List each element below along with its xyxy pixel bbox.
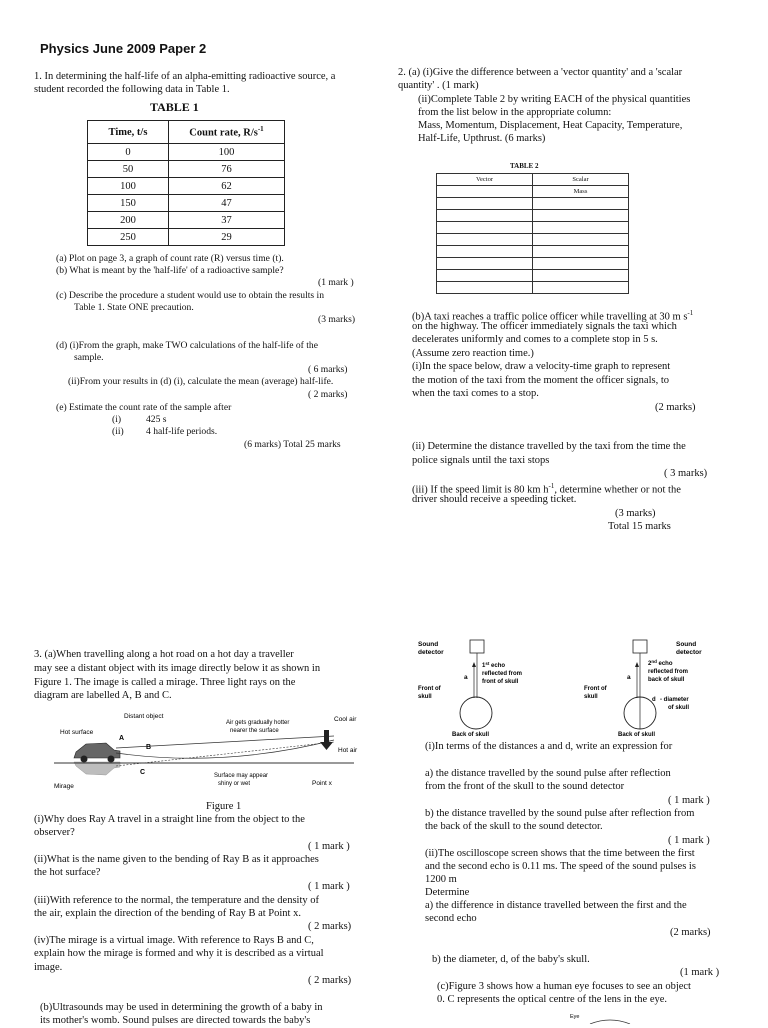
second-echo-word: echo (656, 661, 673, 667)
table2 (436, 173, 629, 294)
q3b-ia-line2: from the front of the skull to the sound detector (425, 781, 625, 792)
back-skull-label-1: Back of skull (452, 732, 490, 738)
q2-b-iii-marks: (3 marks) (615, 508, 656, 519)
table-row (88, 229, 285, 246)
table2-col-scalar: Scalar (533, 174, 629, 186)
table-cell[interactable] (437, 270, 533, 282)
q1-part-c-line1: (c) Describe the procedure a student would use to obtain the results in (56, 290, 325, 301)
table-row (437, 198, 629, 210)
table1-col-time: Time, t/s (88, 121, 169, 144)
q1-intro-line1: 1. In determining the half-life of an alpha-emitting radioactive source, a (34, 71, 336, 82)
table-cell[interactable] (533, 234, 629, 246)
table-cell[interactable] (437, 282, 533, 294)
table-row (437, 258, 629, 270)
q2-b-line3: decelerates uniformly and comes to a complete stop in 5 s. (412, 334, 658, 345)
first-echo-word: echo (489, 663, 506, 669)
table-cell: 47 (169, 195, 285, 212)
table-row (437, 222, 629, 234)
fig1-hot-air: Hot air (338, 747, 358, 754)
q2-ii-line1: (ii)Complete Table 2 by writing EACH of the physical quantities (418, 94, 691, 105)
front-skull-label-1: Front of (418, 686, 441, 692)
q3-a-line4: diagram are labelled A, B and C. (34, 690, 172, 701)
eye-label: Eye (570, 1014, 580, 1020)
q3b-ii-marks: (2 marks) (670, 927, 711, 938)
mirage-diagram (34, 706, 374, 798)
table-row (437, 210, 629, 222)
fig1-surface-2: shiny or wet (218, 781, 251, 787)
q1-part-d-marks1: ( 6 marks) (308, 364, 348, 375)
sound-detector-2 (633, 640, 647, 653)
q3b-c-line1: (c)Figure 3 shows how a human eye focuses to see an object (437, 981, 691, 992)
ray-a-label: A (119, 735, 125, 742)
echo-arrow-icon (635, 662, 639, 667)
q2-b-line1-sup: -1 (687, 309, 694, 317)
ultrasound-diagram (414, 637, 764, 739)
front-skull-label-3: Front of (584, 686, 607, 692)
q2-ii-line4: Half-Life, Upthrust. (6 marks) (418, 133, 546, 144)
distance-a-label-1: a (464, 674, 468, 681)
q1-part-d-line1: (d) (i)From the graph, make TWO calculations of the half-life of the (56, 340, 318, 351)
fig1-cool-air: Cool air (334, 716, 357, 723)
eye-diagram (560, 1010, 660, 1024)
q1-part-c-line2: Table 1. State ONE precaution. (74, 302, 194, 313)
table-cell[interactable] (533, 198, 629, 210)
table-row (437, 246, 629, 258)
ray-c-label: C (140, 769, 146, 776)
q3b-i-line1: (i)In terms of the distances a and d, write an expression for (425, 741, 673, 752)
table-row (88, 212, 285, 229)
detector2-label-1: Sound (676, 641, 697, 648)
q2-b-line5: (i)In the space below, draw a velocity-time graph to represent (412, 361, 671, 372)
q3b-ia-marks: ( 1 mark ) (668, 795, 710, 806)
q3b-ii-line1: (ii)The oscilloscope screen shows that the time between the first (425, 848, 695, 859)
q3b-ib-line1: b) the distance travelled by the sound pulse after reflection from (425, 808, 695, 819)
table-cell[interactable] (533, 258, 629, 270)
q3-ii-line2: the hot surface? (34, 867, 101, 878)
table1 (87, 120, 285, 246)
second-echo-label-1 (648, 659, 673, 667)
q3-iv-line3: image. (34, 962, 63, 973)
q3-ii-line1: (ii)What is the name given to the bending of Ray B as it approaches (34, 854, 319, 865)
q2-b-ii-line2: police signals until the taxi stops (412, 455, 550, 466)
q3-iii-line1: (iii)With reference to the normal, the temperature and the density of (34, 895, 320, 906)
car-icon (74, 743, 120, 763)
front-skull-label-4: skull (584, 694, 598, 700)
q3-b-line1: (b)Ultrasounds may be used in determining the growth of a baby in (40, 1002, 323, 1013)
q2-b-marks: (2 marks) (655, 402, 696, 413)
arrow-head-icon (320, 742, 333, 750)
q2-b-line1-text: (b)A taxi reaches a traffic police officer while travelling at 30 m s (412, 311, 688, 323)
table-row (88, 161, 285, 178)
table-row (88, 195, 285, 212)
table-cell: 200 (88, 212, 169, 229)
q2-total: Total 15 marks (608, 521, 671, 532)
q3-iv-marks: ( 2 marks) (308, 975, 352, 986)
table1-title: TABLE 1 (150, 100, 199, 114)
q1-part-e: (e) Estimate the count rate of the sample after (56, 402, 232, 413)
table-cell[interactable] (533, 222, 629, 234)
q3b-ii-line4: Determine (425, 887, 470, 898)
q1-intro-line2: student recorded the following data in Table 1. (34, 84, 230, 95)
q1-part-d-line2: sample. (74, 352, 104, 363)
q2-ii-line3: Mass, Momentum, Displacement, Heat Capacity, Temperature, (418, 120, 683, 131)
q3b-c-line2: 0. C represents the optical centre of the lens in the eye. (437, 994, 668, 1005)
q3b-ib-line2: the back of the skull to the sound detector. (425, 821, 603, 832)
distance-d-label: d (652, 697, 656, 703)
q3b-ii-line6: second echo (425, 913, 477, 924)
table-row (88, 144, 285, 161)
q3b-ii-line5: a) the difference in distance travelled between the first and the (425, 900, 687, 911)
fig1-air-hotter-1: Air gets gradually hotter (226, 720, 290, 726)
table-cell[interactable] (533, 246, 629, 258)
detector1-label-1: Sound (418, 641, 439, 648)
q1-part-b: (b) What is meant by the 'half-life' of a radioactive sample? (56, 265, 284, 276)
table-cell: 50 (88, 161, 169, 178)
q3b-ii-line3: 1200 m (425, 874, 457, 885)
first-echo-sup: st (485, 661, 490, 666)
table-row (437, 270, 629, 282)
table-row (88, 178, 285, 195)
q1-part-d-ii: (ii)From your results in (d) (i), calculate the mean (average) half-life. (68, 376, 334, 387)
second-echo-sup: nd (651, 659, 657, 664)
q3-b-line2: its mother's womb. Sound pulses are directed towards the baby's (40, 1015, 311, 1026)
table2-scalar-example: Mass (533, 186, 629, 198)
q1-part-a: (a) Plot on page 3, a graph of count rate (R) versus time (t). (56, 253, 284, 264)
table-cell: 100 (169, 144, 285, 161)
q1-total: (6 marks) Total 25 marks (244, 439, 341, 450)
q2-b-line2: on the highway. The officer immediately signals the taxi which (412, 321, 677, 332)
table-cell[interactable] (437, 198, 533, 210)
fig1-point-x: Point x (312, 780, 332, 787)
q3b-ib-marks: ( 1 mark ) (668, 835, 710, 846)
q3-i-line2: observer? (34, 827, 75, 838)
table-cell: 0 (88, 144, 169, 161)
table-row (437, 282, 629, 294)
back-skull-label-2: Back of skull (618, 732, 656, 738)
table-cell[interactable] (437, 234, 533, 246)
q2-b-ii-line1: (ii) Determine the distance travelled by the taxi from the time the (412, 441, 686, 452)
mirage-image (74, 762, 120, 775)
table-row (437, 186, 629, 198)
q3-a-line3: Figure 1. The image is called a mirage. Three light rays on the (34, 677, 296, 688)
q2-b-line7: when the taxi comes to a stop. (412, 388, 539, 399)
q1-part-b-marks: (1 mark ) (318, 277, 354, 288)
table-cell[interactable] (533, 282, 629, 294)
table-cell[interactable] (437, 186, 533, 198)
table2-header-row (437, 174, 629, 186)
table2-col-vector: Vector (437, 174, 533, 186)
table-cell[interactable] (533, 270, 629, 282)
q3b-ii-line2: and the second echo is 0.11 ms. The speed of the sound pulses is (425, 861, 696, 872)
q1-part-d-marks2: ( 2 marks) (308, 389, 348, 400)
q3-iv-line2: explain how the mirage is formed and why it is described as a virtual (34, 948, 324, 959)
second-echo-label-4: back of skull (648, 677, 685, 683)
table-cell[interactable] (533, 210, 629, 222)
first-echo-num: 1 (482, 663, 486, 669)
table1-col-count-sup: -1 (257, 125, 264, 134)
q3-iii-marks: ( 2 marks) (308, 921, 352, 932)
diameter-label-1: - diameter (660, 697, 689, 703)
skull-1 (460, 697, 492, 729)
q1-part-c-marks: (3 marks) (318, 314, 356, 325)
q2-a-line1: 2. (a) (i)Give the difference between a 'vector quantity' and a 'scalar (398, 67, 683, 78)
q2-b-ii-marks: ( 3 marks) (664, 468, 708, 479)
diameter-label-2: of skull (668, 705, 690, 711)
q2-ii-line2: from the list below in the appropriate column: (418, 107, 612, 118)
q3-i-marks: ( 1 mark ) (308, 841, 350, 852)
table2-title: TABLE 2 (510, 162, 539, 170)
table-cell: 37 (169, 212, 285, 229)
table1-col-count-text: Count rate, R/s (189, 127, 258, 139)
fig1-mirage-label: Mirage (54, 783, 74, 790)
fig1-surface-1: Surface may appear (214, 773, 269, 779)
table-cell: 76 (169, 161, 285, 178)
table-cell: 150 (88, 195, 169, 212)
table-cell: 100 (88, 178, 169, 195)
q3-ii-marks: ( 1 mark ) (308, 881, 350, 892)
q3b-iib: b) the diameter, d, of the baby's skull. (432, 954, 590, 965)
table-cell[interactable] (437, 210, 533, 222)
fig1-hot-surface: Hot surface (60, 729, 94, 736)
ray-b-label: B (146, 744, 152, 751)
q2-b-iii-text-a: (iii) If the speed limit is 80 km h (412, 484, 549, 496)
detector1-label-2: detector (418, 649, 444, 656)
detector2-label-2: detector (676, 649, 702, 656)
table1-header-row (88, 121, 285, 144)
q3-iii-line2: the air, explain the direction of the bending of Ray B at Point x. (34, 908, 301, 919)
first-echo-label-4: front of skull (482, 679, 519, 685)
table1-col-count (169, 121, 285, 144)
table-cell: 250 (88, 229, 169, 246)
table-cell[interactable] (437, 258, 533, 270)
q3b-ia-line1: a) the distance travelled by the sound pulse after reflection (425, 768, 671, 779)
page-title: Physics June 2009 Paper 2 (40, 41, 207, 56)
fig1-air-hotter-2: nearer the surface (230, 728, 279, 734)
q3-iv-line1: (iv)The mirage is a virtual image. With reference to Rays B and C, (34, 935, 314, 946)
q3-a-line1: 3. (a)When travelling along a hot road on a hot day a traveller (34, 649, 294, 660)
front-skull-label-2: skull (418, 694, 432, 700)
q2-b-iii-line2: driver should receive a speeding ticket. (412, 494, 577, 505)
q3b-iib-marks: (1 mark ) (680, 967, 720, 978)
arrow-down-icon (324, 730, 329, 742)
q1-part-e-i: 425 s (146, 414, 167, 425)
q2-b-iii-sup: -1 (548, 482, 555, 490)
q3-i-line1: (i)Why does Ray A travel in a straight line from the object to the (34, 814, 305, 825)
echo-arrow-icon (472, 662, 476, 667)
fig1-distant-object: Distant object (124, 713, 164, 720)
q2-b-line4: (Assume zero reaction time.) (412, 348, 534, 359)
figure1-caption: Figure 1 (206, 801, 242, 812)
table-cell[interactable] (437, 222, 533, 234)
q3-a-line2: may see a distant object with its image directly below it as shown in (34, 663, 321, 674)
distance-a-label-2: a (627, 674, 631, 681)
second-echo-label-3: reflected from (648, 669, 689, 675)
first-echo-label-3: reflected from (482, 671, 523, 677)
table-cell: 29 (169, 229, 285, 246)
sound-detector-1 (470, 640, 484, 653)
first-echo-label-1 (482, 661, 505, 669)
q1-part-e-ii-label: (ii) (112, 426, 124, 437)
table-cell[interactable] (437, 246, 533, 258)
second-echo-num: 2 (648, 661, 652, 667)
q1-part-e-ii: 4 half-life periods. (146, 426, 218, 437)
eye-outline (590, 1020, 630, 1024)
q2-b-iii-text-b: , determine whether or not the (554, 484, 681, 496)
q1-part-e-i-label: (i) (112, 414, 122, 425)
table-cell: 62 (169, 178, 285, 195)
q2-b-line6: the motion of the taxi from the moment the officer signals, to (412, 375, 669, 386)
table-row (437, 234, 629, 246)
q2-a-line2: quantity' . (1 mark) (398, 80, 479, 91)
